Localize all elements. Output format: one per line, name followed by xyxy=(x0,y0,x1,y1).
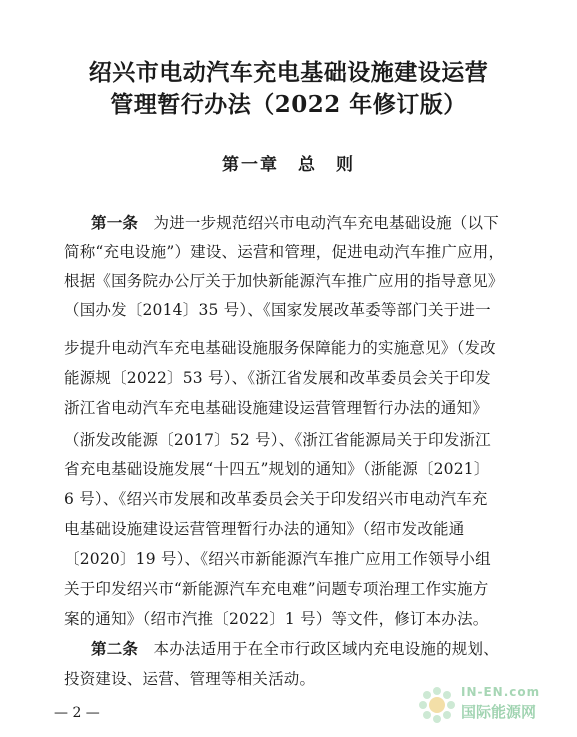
article-2-label: 第二条 xyxy=(91,639,139,658)
article-1-line-11: 电基础设施建设运营管理暂行办法的通知》（绍市发改能通 xyxy=(64,520,465,538)
watermark xyxy=(417,681,567,731)
article-1-line-6: 能源规〔2022〕53 号）、《浙江省发展和改革委员会关于印发 xyxy=(64,369,491,387)
article-1-text: 为进一步规范绍兴市电动汽车充电基础设施（以下 xyxy=(153,214,499,232)
article-2-line-2: 投资建设、运营、管理等相关活动。 xyxy=(64,670,316,688)
article-1-line-3: 根据《国务院办公厅关于加快新能源汽车推广应用的指导意见》 xyxy=(64,272,504,290)
article-1-line-10: 6 号）、《绍兴市发展和改革委员会关于印发绍兴市电动汽车充 xyxy=(64,490,488,508)
article-1-line-12: 〔2020〕19 号）、《绍兴市新能源汽车推广应用工作领导小组 xyxy=(64,550,491,568)
article-1-line-1 xyxy=(91,211,499,233)
article-1-line-8: （浙发改能源〔2017〕52 号）、《浙江省能源局关于印发浙江 xyxy=(64,431,491,449)
article-1-line-2: 简称“充电设施”）建设、运营和管理，促进电动汽车推广应用， xyxy=(64,243,505,261)
sunflower-logo-icon xyxy=(417,685,457,725)
article-1-line-9: 省充电基础设施发展“十四五”规划的通知》（浙能源〔2021〕 xyxy=(64,460,490,478)
article-1-line-4: （国办发〔2014〕35 号）、《国家发展改革委等部门关于进一 xyxy=(64,301,491,319)
article-1-line-14: 案的通知》（绍市汽推〔2022〕1 号）等文件，修订本办法。 xyxy=(64,610,489,628)
article-2-text: 本办法适用于在全市行政区域内充电设施的规划、 xyxy=(153,640,499,658)
document-title-line-1: 绍兴市电动汽车充电基础设施建设运营 xyxy=(88,59,489,86)
article-1-line-13: 关于印发绍兴市“新能源汽车充电难”问题专项治理工作实施方 xyxy=(64,580,489,598)
watermark-en-text: IN-EN.com xyxy=(461,685,541,699)
article-1-line-5: 步提升电动汽车充电基础设施服务保障能力的实施意见》（发改 xyxy=(64,339,496,357)
article-1-label: 第一条 xyxy=(91,213,139,232)
watermark-cn-text: 国际能源网 xyxy=(461,703,537,721)
chapter-heading: 第一章 总 则 xyxy=(222,155,355,175)
page-number: — 2 — xyxy=(54,705,100,721)
document-title-line-2: 管理暂行办法（2022 年修订版） xyxy=(110,91,467,118)
article-2-line-1 xyxy=(91,637,499,659)
article-1-line-7: 浙江省电动汽车充电基础设施建设运营管理暂行办法的通知》 xyxy=(64,399,488,417)
